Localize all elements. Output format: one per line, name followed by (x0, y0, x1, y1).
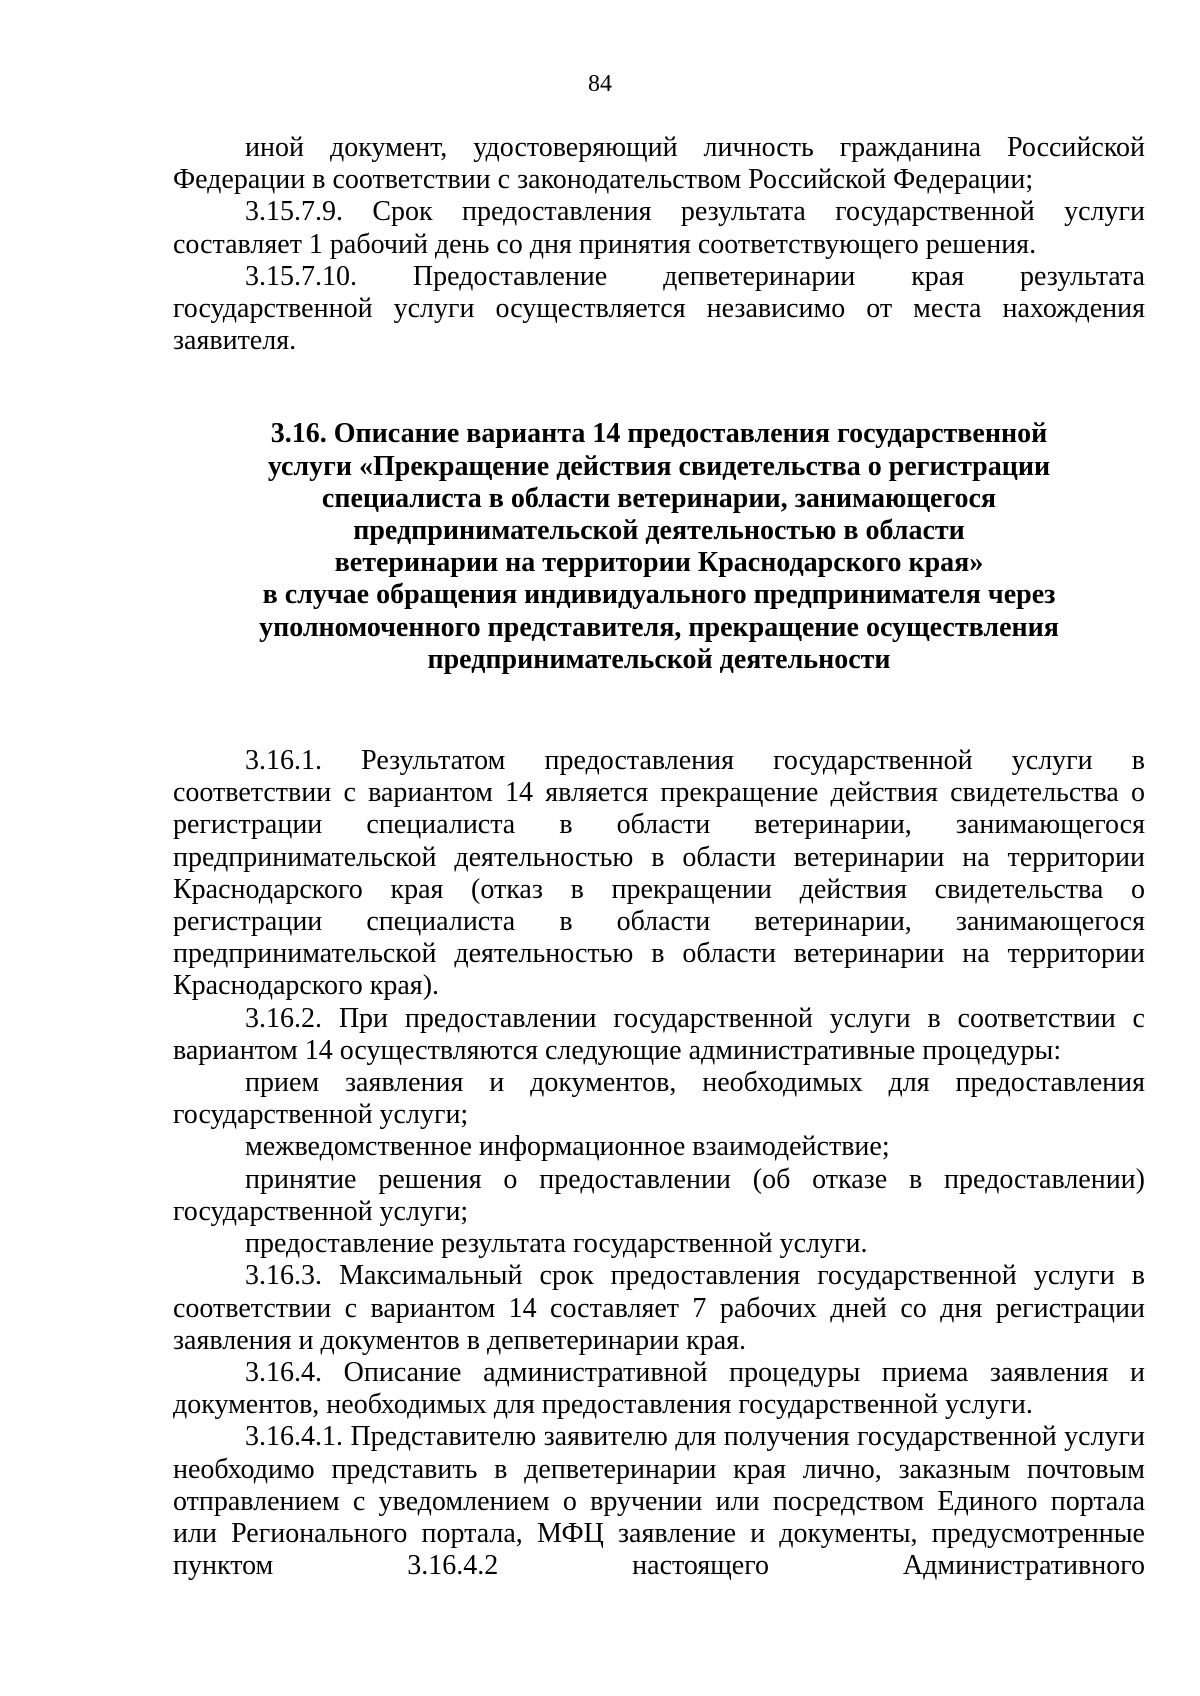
heading-line: предпринимательской деятельностью в области (353, 515, 965, 547)
heading-line: уполномоченного представителя, прекращение осуществления (259, 611, 1059, 643)
heading-line: услуги «Прекращение действия свидетельства о регистрации (267, 450, 1051, 482)
procedure-item-result: предоставление результата государственной услуги. (245, 1228, 868, 1260)
heading-line: в случае обращения индивидуального предпринимателя через (262, 579, 1056, 611)
paragraph-3-15-7-9: 3.15.7.9. Срок предоставления результата государственной услуги составляет 1 рабочий день со дня принятия соответствующего решения. (173, 196, 1145, 260)
heading-line: специалиста в области ветеринарии, занимающегося (321, 482, 997, 514)
page-number: 84 (588, 71, 612, 97)
paragraph-3-16-1: 3.16.1. Результатом предоставления государственной услуги в соответствии с вариантом 14 является прекращение действия свидетельства о регистрации специалиста в области ветеринарии, занимающегося предпринимательской деятельностью в области ветеринарии на территории Краснодарского края (отказ в прекращении действия свидетельства о регистрации специалиста в области ветеринарии, занимающегося предпринимательской деятельностью в области ветеринарии на территории Краснодарского края). (173, 745, 1145, 1002)
paragraph-3-16-4: 3.16.4. Описание административной процедуры приема заявления и документов, необходимых для предоставления государственной услуги. (173, 1356, 1145, 1421)
document-body (173, 132, 1145, 1582)
procedure-item-decision: принятие решения о предоставлении (об отказе в предоставлении) государственной услуги; (173, 1163, 1145, 1227)
paragraph-identity-document: иной документ, удостоверяющий личность гражданина Российской Федерации в соответствии с законодательством Российской Федерации; (173, 132, 1145, 196)
heading-line: предпринимательской деятельности (427, 643, 891, 675)
paragraph-3-16-4-1: 3.16.4.1. Представителю заявителю для получения государственной услуги необходимо представить в депветеринарии края лично, заказным почтовым отправлением с уведомлением о вручении или посредством Единого портала или Регионального портала, МФЦ заявление и документы, предусмотренные пунктом 3.16.4.2 настоящего Административного (173, 1421, 1145, 1582)
heading-line: 3.16. Описание варианта 14 предоставления государственной (270, 418, 1048, 450)
paragraph-3-15-7-10: 3.15.7.10. Предоставление депветеринарии края результата государственной услуги осуществляется независимо от места нахождения заявителя. (173, 260, 1145, 357)
heading-line: ветеринарии на территории Краснодарского края» (334, 547, 984, 579)
procedure-item-reception: прием заявления и документов, необходимых для предоставления государственной услуги; (173, 1067, 1145, 1131)
paragraph-3-16-2: 3.16.2. При предоставлении государственной услуги в соответствии с вариантом 14 осуществляются следующие административные процедуры: (173, 1002, 1145, 1066)
procedure-item-interagency: межведомственное информационное взаимодействие; (245, 1131, 890, 1163)
paragraph-3-16-3: 3.16.3. Максимальный срок предоставления государственной услуги в соответствии с вариантом 14 составляет 7 рабочих дней со дня регистрации заявления и документов в депветеринарии края. (173, 1260, 1145, 1356)
section-heading-3-16 (173, 418, 1145, 676)
